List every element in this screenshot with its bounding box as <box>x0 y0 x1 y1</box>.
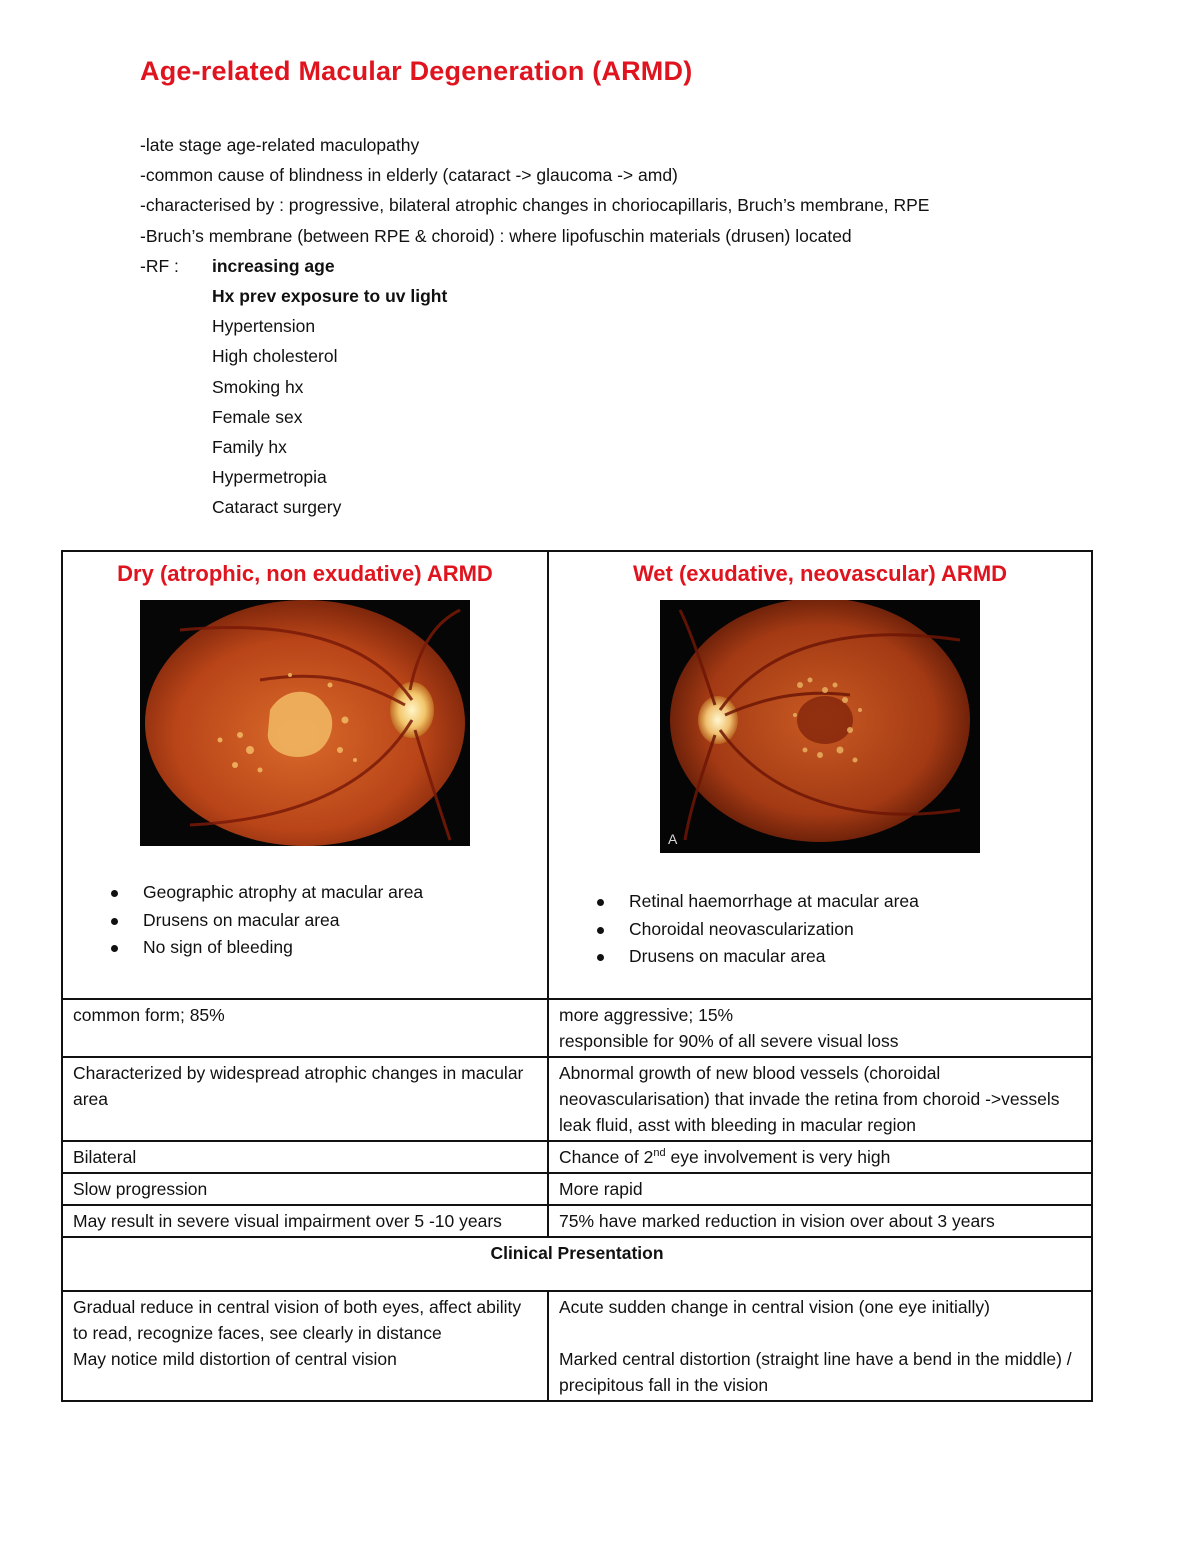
cell-text: Chance of 2 <box>559 1147 654 1167</box>
image-label: A <box>668 831 678 847</box>
table-cell <box>62 1291 548 1401</box>
risk-factor-item: Hypertension <box>212 316 316 337</box>
table-row <box>62 1173 1092 1205</box>
cell-line: May notice mild distortion of central vision <box>73 1349 397 1369</box>
table-cell <box>548 1141 1092 1173</box>
table-row <box>62 551 1092 999</box>
table-row <box>62 1057 1092 1141</box>
dry-armd-heading: Dry (atrophic, non exudative) ARMD <box>117 561 493 586</box>
cell-line: Marked central distortion (straight line have a bend in the middle) / precipitous fall in the vision <box>559 1349 1072 1395</box>
risk-factors-list <box>212 251 447 523</box>
risk-factor-item: increasing age <box>212 255 335 276</box>
table-cell: Bilateral <box>62 1141 548 1173</box>
risk-factor-item: Cataract surgery <box>212 497 342 518</box>
cell-line: Acute sudden change in central vision (one eye initially) <box>559 1297 990 1317</box>
intro-line: -late stage age-related maculopathy <box>140 135 420 155</box>
table-cell: common form; 85% <box>62 999 548 1057</box>
risk-factor-item: Family hx <box>212 436 287 457</box>
table-cell: Characterized by widespread atrophic changes in macular area <box>62 1057 548 1141</box>
wet-bullet-list <box>559 888 1081 971</box>
table-cell: More rapid <box>548 1173 1092 1205</box>
risk-factors-label: -RF : <box>140 255 179 276</box>
clinical-presentation-heading: Clinical Presentation <box>62 1237 1092 1291</box>
intro-section <box>140 130 929 522</box>
risk-factor-item: Hypermetropia <box>212 467 327 488</box>
wet-armd-heading: Wet (exudative, neovascular) ARMD <box>632 561 1008 586</box>
risk-factor-item: Hx prev exposure to uv light <box>212 285 448 306</box>
cell-text: eye involvement is very high <box>665 1147 891 1167</box>
dry-armd-cell <box>62 551 548 999</box>
dry-fundus-image <box>140 600 470 846</box>
wet-fundus-image <box>660 600 980 853</box>
dry-bullet-list <box>73 879 537 962</box>
table-cell: 75% have marked reduction in vision over about 3 years <box>548 1205 1092 1237</box>
risk-factors <box>140 251 929 523</box>
table-row <box>62 1291 1092 1401</box>
list-item: Geographic atrophy at macular area <box>143 879 537 907</box>
risk-factor-item: High cholesterol <box>212 346 338 367</box>
intro-line: -characterised by : progressive, bilateral atrophic changes in choriocapillaris, Bruch’s membrane, RPE <box>140 195 930 216</box>
list-item: Drusens on macular area <box>629 943 1081 971</box>
table-cell <box>548 1291 1092 1401</box>
table-cell: Abnormal growth of new blood vessels (choroidal neovascularisation) that invade the retina from choroid ->vessels leak fluid, asst with bleeding in macular region <box>548 1057 1092 1141</box>
table-row <box>62 999 1092 1057</box>
risk-factor-item: Smoking hx <box>212 376 304 397</box>
superscript: nd <box>653 1147 666 1160</box>
table-cell: Slow progression <box>62 1173 548 1205</box>
table-row <box>62 1205 1092 1237</box>
table-cell <box>548 999 1092 1057</box>
intro-line: -Bruch’s membrane (between RPE & choroid) : where lipofuschin materials (drusen) located <box>140 225 852 246</box>
comparison-table <box>61 550 1093 1402</box>
wet-armd-cell <box>548 551 1092 999</box>
intro-line: -common cause of blindness in elderly (cataract -> glaucoma -> amd) <box>140 165 678 186</box>
cell-line: more aggressive; 15% <box>559 1005 734 1025</box>
page-title: Age-related Macular Degeneration (ARMD) <box>140 56 693 86</box>
list-item: No sign of bleeding <box>143 934 537 962</box>
table-row <box>62 1237 1092 1291</box>
risk-factor-item: Female sex <box>212 406 303 427</box>
list-item: Drusens on macular area <box>143 907 537 935</box>
list-item: Choroidal neovascularization <box>629 916 1081 944</box>
cell-line: Gradual reduce in central vision of both eyes, affect ability to read, recognize faces, see clearly in distance <box>73 1297 522 1343</box>
table-cell: May result in severe visual impairment over 5 -10 years <box>62 1205 548 1237</box>
table-row <box>62 1141 1092 1173</box>
list-item: Retinal haemorrhage at macular area <box>629 888 1081 916</box>
cell-line: responsible for 90% of all severe visual loss <box>559 1031 899 1051</box>
